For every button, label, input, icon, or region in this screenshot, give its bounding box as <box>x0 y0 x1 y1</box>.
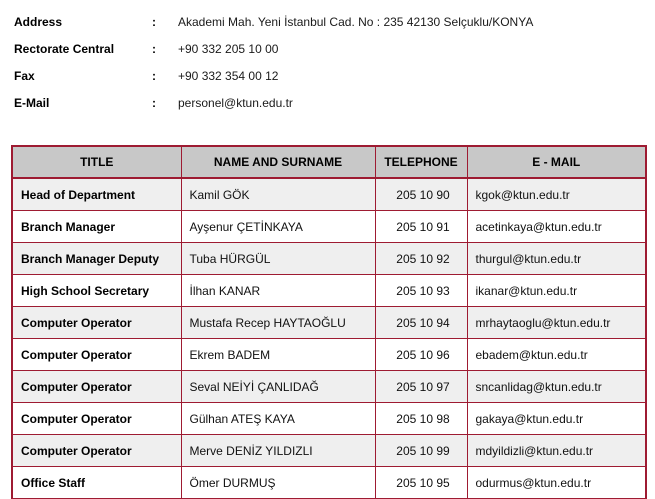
phone-cell: 205 10 91 <box>375 211 467 243</box>
name-cell: Tuba HÜRGÜL <box>181 243 375 275</box>
contact-label: Address <box>14 14 63 29</box>
table-row <box>12 211 646 243</box>
phone-cell: 205 10 96 <box>375 339 467 371</box>
staff-contact-table <box>11 145 647 499</box>
email-cell: thurgul@ktun.edu.tr <box>467 243 646 275</box>
title-cell: Computer Operator <box>12 307 181 339</box>
phone-cell: 205 10 95 <box>375 467 467 499</box>
contact-label: Rectorate Central <box>14 41 115 56</box>
email-cell: acetinkaya@ktun.edu.tr <box>467 211 646 243</box>
name-cell: Ekrem BADEM <box>181 339 375 371</box>
title-cell: Head of Department <box>12 178 181 211</box>
column-header-title: TITLE <box>12 146 181 178</box>
title-cell: Office Staff <box>12 467 181 499</box>
email-cell: ikanar@ktun.edu.tr <box>467 275 646 307</box>
phone-cell: 205 10 99 <box>375 435 467 467</box>
email-cell: kgok@ktun.edu.tr <box>467 178 646 211</box>
phone-cell: 205 10 97 <box>375 371 467 403</box>
contact-separator: : <box>152 14 156 29</box>
title-cell: Computer Operator <box>12 435 181 467</box>
title-cell: Branch Manager <box>12 211 181 243</box>
contact-label: Fax <box>14 68 35 83</box>
contact-value-address: Akademi Mah. Yeni İstanbul Cad. No : 235 42130 Selçuklu/KONYA <box>178 14 534 29</box>
contact-separator: : <box>152 68 156 83</box>
title-cell: Computer Operator <box>12 339 181 371</box>
contact-separator: : <box>152 41 156 56</box>
title-cell: Computer Operator <box>12 371 181 403</box>
email-cell: gakaya@ktun.edu.tr <box>467 403 646 435</box>
contact-label: E-Mail <box>14 95 50 110</box>
contact-row-rectorate <box>14 35 655 62</box>
contact-row-email <box>14 89 655 116</box>
table-row <box>12 403 646 435</box>
column-header-email: E - MAIL <box>467 146 646 178</box>
email-cell: mrhaytaoglu@ktun.edu.tr <box>467 307 646 339</box>
table-row <box>12 275 646 307</box>
table-row <box>12 307 646 339</box>
contact-row-fax <box>14 62 655 89</box>
email-cell: odurmus@ktun.edu.tr <box>467 467 646 499</box>
title-cell: Computer Operator <box>12 403 181 435</box>
title-cell: Branch Manager Deputy <box>12 243 181 275</box>
phone-cell: 205 10 93 <box>375 275 467 307</box>
name-cell: Gülhan ATEŞ KAYA <box>181 403 375 435</box>
name-cell: Ayşenur ÇETİNKAYA <box>181 211 375 243</box>
name-cell: Merve DENİZ YILDIZLI <box>181 435 375 467</box>
name-cell: Kamil GÖK <box>181 178 375 211</box>
table-row <box>12 243 646 275</box>
phone-cell: 205 10 92 <box>375 243 467 275</box>
email-cell: sncanlidag@ktun.edu.tr <box>467 371 646 403</box>
contact-value-rectorate-phone: +90 332 205 10 00 <box>178 41 279 56</box>
name-cell: Mustafa Recep HAYTAOĞLU <box>181 307 375 339</box>
name-cell: Seval NEİYİ ÇANLIDAĞ <box>181 371 375 403</box>
table-row <box>12 339 646 371</box>
phone-cell: 205 10 94 <box>375 307 467 339</box>
email-cell: ebadem@ktun.edu.tr <box>467 339 646 371</box>
table-row <box>12 371 646 403</box>
phone-cell: 205 10 98 <box>375 403 467 435</box>
table-header-row <box>12 146 646 178</box>
contact-info-block <box>0 0 655 116</box>
column-header-name: NAME AND SURNAME <box>181 146 375 178</box>
column-header-telephone: TELEPHONE <box>375 146 467 178</box>
name-cell: Ömer DURMUŞ <box>181 467 375 499</box>
contact-separator: : <box>152 95 156 110</box>
phone-cell: 205 10 90 <box>375 178 467 211</box>
title-cell: High School Secretary <box>12 275 181 307</box>
contact-row-address <box>14 8 655 35</box>
name-cell: İlhan KANAR <box>181 275 375 307</box>
table-row <box>12 467 646 499</box>
contact-value-fax: +90 332 354 00 12 <box>178 68 279 83</box>
contact-value-email: personel@ktun.edu.tr <box>178 95 293 110</box>
table-row <box>12 435 646 467</box>
table-row <box>12 178 646 211</box>
email-cell: mdyildizli@ktun.edu.tr <box>467 435 646 467</box>
